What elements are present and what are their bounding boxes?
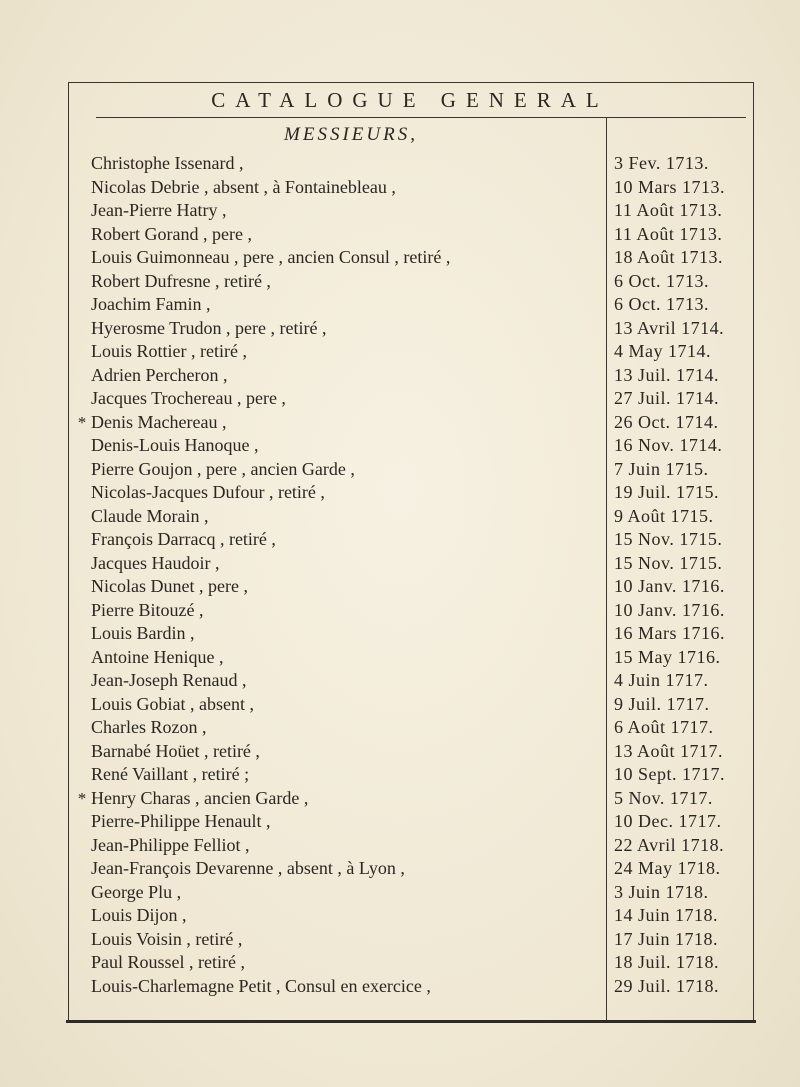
entry-name: Denis Machereau , — [91, 411, 227, 432]
entry-date: 16 Nov. 1714. — [614, 435, 723, 455]
header-divider — [96, 117, 746, 118]
entry-date: 3 Juin 1718. — [614, 881, 709, 902]
list-item — [70, 552, 750, 576]
entry-date: 10 Janv. 1716. — [614, 576, 725, 596]
entry-date: 4 Juin 1717. — [614, 670, 709, 690]
entry-name: Louis-Charlemagne Petit , Consul en exercice , — [91, 975, 431, 996]
list-item — [70, 622, 750, 646]
list-item — [70, 857, 750, 881]
list-item — [70, 505, 750, 529]
list-item — [70, 740, 750, 764]
entry-date: 18 Août 1713. — [614, 247, 724, 267]
entry-date: 9 Août 1715. — [614, 505, 714, 526]
list-item — [70, 575, 750, 599]
entry-name: Jean-Philippe Felliot , — [91, 834, 250, 855]
list-item — [70, 928, 750, 952]
entry-date: 14 Juin 1718. — [614, 905, 719, 925]
list-item — [70, 199, 750, 223]
list-item — [70, 387, 750, 411]
entry-date: 27 Juil. 1714. — [614, 388, 720, 408]
list-item — [70, 152, 750, 176]
entry-name: Louis Guimonneau , pere , ancien Consul , retiré , — [91, 247, 451, 267]
entry-date: 11 Août 1713. — [614, 223, 723, 244]
list-item — [70, 364, 750, 388]
list-item — [70, 951, 750, 975]
list-item — [70, 340, 750, 364]
list-item — [70, 176, 750, 200]
entry-name: Pierre-Philippe Henault , — [91, 811, 271, 831]
entry-name: Charles Rozon , — [91, 717, 207, 737]
entry-date: 4 May 1714. — [614, 341, 711, 361]
list-item — [70, 881, 750, 905]
list-item — [70, 528, 750, 552]
entry-date: 15 May 1716. — [614, 646, 721, 667]
entry-date: 13 Août 1717. — [614, 740, 724, 761]
entry-date: 7 Juin 1715. — [614, 458, 709, 479]
list-item — [70, 317, 750, 341]
entry-name: Louis Dijon , — [91, 905, 187, 925]
entry-name: François Darracq , retiré , — [91, 529, 276, 549]
entry-mark: * — [77, 788, 87, 808]
list-item — [70, 975, 750, 999]
entry-date: 6 Oct. 1713. — [614, 294, 709, 314]
entry-name: Robert Dufresne , retiré , — [91, 270, 271, 291]
entry-name: George Plu , — [91, 881, 182, 902]
entry-name: Paul Roussel , retiré , — [91, 952, 245, 972]
entry-date: 24 May 1718. — [614, 858, 721, 878]
list-item — [70, 599, 750, 623]
entry-name: Louis Voisin , retiré , — [91, 928, 243, 949]
entry-name: Joachim Famin , — [91, 294, 211, 314]
entry-date: 17 Juin 1718. — [614, 928, 719, 949]
entry-name: Jean-François Devarenne , absent , à Lyon , — [91, 858, 405, 878]
section-heading: MESSIEURS, — [284, 124, 418, 145]
entry-name: Pierre Goujon , pere , ancien Garde , — [91, 458, 355, 479]
list-item — [70, 270, 750, 294]
entry-name: Antoine Henique , — [91, 646, 224, 667]
entry-date: 15 Nov. 1715. — [614, 529, 723, 549]
entry-date: 29 Juil. 1718. — [614, 975, 720, 996]
list-item — [70, 810, 750, 834]
list-item — [70, 411, 750, 435]
list-item — [70, 458, 750, 482]
list-item — [70, 716, 750, 740]
entry-name: René Vaillant , retiré ; — [91, 764, 250, 784]
list-item — [70, 904, 750, 928]
entry-date: 10 Dec. 1717. — [614, 811, 722, 831]
entry-date: 9 Juil. 1717. — [614, 693, 710, 714]
entry-date: 18 Juil. 1718. — [614, 952, 720, 972]
entry-name: Jean-Pierre Hatry , — [91, 200, 227, 220]
entry-mark: * — [77, 412, 87, 432]
entry-name: Hyerosme Trudon , pere , retiré , — [91, 317, 327, 338]
entry-date: 10 Janv. 1716. — [614, 599, 725, 620]
entry-name: Denis-Louis Hanoque , — [91, 435, 259, 455]
entry-name: Louis Rottier , retiré , — [91, 341, 247, 361]
entry-name: Louis Gobiat , absent , — [91, 693, 254, 714]
entry-name: Christophe Issenard , — [91, 153, 244, 173]
entry-date: 13 Juil. 1714. — [614, 364, 720, 385]
entry-date: 26 Oct. 1714. — [614, 411, 719, 432]
entry-name: Nicolas Debrie , absent , à Fontainebleau , — [91, 176, 396, 197]
entry-date: 10 Mars 1713. — [614, 176, 725, 197]
list-item — [70, 223, 750, 247]
entry-name: Adrien Percheron , — [91, 364, 228, 385]
entry-date: 15 Nov. 1715. — [614, 552, 723, 573]
entry-date: 13 Avril 1714. — [614, 317, 725, 338]
list-item — [70, 669, 750, 693]
entry-date: 6 Oct. 1713. — [614, 270, 709, 291]
entry-name: Louis Bardin , — [91, 623, 195, 643]
entry-list — [70, 152, 750, 998]
list-item — [70, 246, 750, 270]
list-item — [70, 434, 750, 458]
list-item — [70, 481, 750, 505]
entry-name: Jacques Trochereau , pere , — [91, 388, 286, 408]
list-item — [70, 693, 750, 717]
entry-date: 22 Avril 1718. — [614, 834, 725, 855]
list-item — [70, 834, 750, 858]
entry-name: Nicolas-Jacques Dufour , retiré , — [91, 482, 325, 502]
entry-name: Robert Gorand , pere , — [91, 223, 252, 244]
entry-date: 11 Août 1713. — [614, 200, 723, 220]
page-title: CATALOGUE GENERAL — [211, 88, 609, 112]
list-item — [70, 646, 750, 670]
entry-name: Nicolas Dunet , pere , — [91, 576, 248, 596]
entry-name: Jean-Joseph Renaud , — [91, 670, 247, 690]
list-item — [70, 293, 750, 317]
entry-date: 10 Sept. 1717. — [614, 764, 726, 784]
entry-name: Henry Charas , ancien Garde , — [91, 787, 309, 808]
entry-date: 16 Mars 1716. — [614, 623, 725, 643]
entry-name: Barnabé Hoüet , retiré , — [91, 740, 260, 761]
entry-name: Jacques Haudoir , — [91, 552, 220, 573]
entry-name: Pierre Bitouzé , — [91, 599, 204, 620]
bottom-rule — [66, 1020, 756, 1023]
list-item — [70, 763, 750, 787]
entry-date: 6 Août 1717. — [614, 717, 714, 737]
entry-date: 19 Juil. 1715. — [614, 482, 720, 502]
entry-date: 3 Fev. 1713. — [614, 153, 709, 173]
list-item — [70, 787, 750, 811]
entry-name: Claude Morain , — [91, 505, 209, 526]
entry-date: 5 Nov. 1717. — [614, 787, 713, 808]
